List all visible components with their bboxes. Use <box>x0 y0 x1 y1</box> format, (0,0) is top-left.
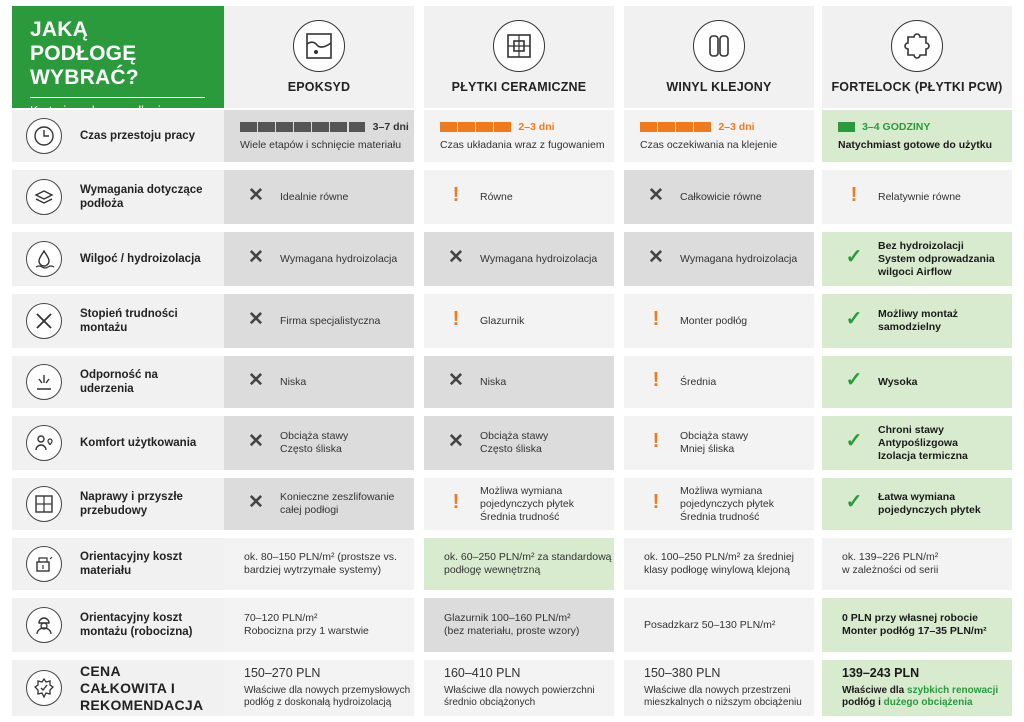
cell-text: 70–120 PLN/m² Robocizna przy 1 warstwie <box>244 612 369 637</box>
total-cell-vinyl <box>624 660 814 716</box>
mark-wrap <box>638 369 674 391</box>
cell-text: 0 PLN przy własnej robocie Monter podłóg 17–35 PLN/m² <box>842 612 987 637</box>
cell-text: Wymagana hydroizolacja <box>280 252 398 265</box>
cell-text: ok. 80–150 PLN/m² (prostsze vs. bardziej wytrzymałe systemy) <box>244 551 397 576</box>
cell-text: Monter podłóg <box>680 314 748 327</box>
total-desc: Właściwe dla nowych powierzchni średnio obciążonych <box>444 684 595 708</box>
total-desc: Właściwe dla nowych przestrzeni mieszkalnych o niższym obciążeniu <box>644 684 802 708</box>
row-label-text: Komfort użytkowania <box>80 437 197 449</box>
mark-wrap <box>836 491 872 513</box>
downtime-bars <box>440 121 555 134</box>
clock-icon <box>26 118 62 154</box>
cross-icon: ✕ <box>248 370 264 391</box>
column-header-vinyl <box>624 6 814 108</box>
cell-text: ok. 100–250 PLN/m² za średniej klasy podłogę winylową klejoną <box>644 551 794 576</box>
check-icon: ✓ <box>845 369 863 391</box>
criteria-cell-vinyl <box>624 294 814 348</box>
check-icon: ✓ <box>845 430 863 452</box>
check-icon: ✓ <box>845 491 863 513</box>
downtime-bars <box>640 121 755 134</box>
cell-text: Relatywnie równe <box>878 190 961 203</box>
column-header-ceramic <box>424 6 614 108</box>
cross-icon: ✕ <box>648 185 664 206</box>
mark-wrap <box>836 308 872 330</box>
cell-text: Idealnie równe <box>280 190 349 203</box>
cell-text: Chroni stawy Antypoślizgowa Izolacja termiczna <box>878 423 968 462</box>
row-label-total <box>12 660 224 716</box>
row-label-text: Orientacyjny koszt montażu (robocizna) <box>80 612 193 638</box>
mark-wrap <box>238 247 274 268</box>
downtime-days: 3–7 dni <box>372 120 409 133</box>
cell-text: ok. 60–250 PLN/m² za standardową podłogę wewnętrzną <box>444 551 612 576</box>
mark-wrap <box>638 430 674 452</box>
downtime-days: 2–3 dni <box>518 120 555 133</box>
mark-wrap <box>438 370 474 391</box>
downtime-bar <box>458 122 475 132</box>
cross-icon: ✕ <box>248 185 264 206</box>
cross-icon: ✕ <box>648 247 664 268</box>
cross-icon: ✕ <box>248 431 264 452</box>
epoxy-resin-icon <box>293 20 345 72</box>
cell-text: Wysoka <box>878 375 918 388</box>
total-cell-epoxy <box>224 660 414 716</box>
row-label-text: Czas przestoju pracy <box>80 130 196 142</box>
total-price: 150–380 PLN <box>644 665 721 680</box>
cross-icon: ✕ <box>448 247 464 268</box>
warning-icon: ! <box>652 491 660 513</box>
mark-wrap <box>638 491 674 513</box>
mark-wrap <box>438 431 474 452</box>
mark-wrap <box>836 369 872 391</box>
downtime-bar <box>240 122 257 132</box>
criteria-cell-fortelock <box>822 356 1012 408</box>
criteria-cell-vinyl <box>624 170 814 224</box>
ceramic-tile-icon <box>493 20 545 72</box>
downtime-days: 2–3 dni <box>718 120 755 133</box>
warning-icon: ! <box>652 369 660 391</box>
criteria-cell-vinyl <box>624 416 814 470</box>
cell-text: Bez hydroizolacji System odprowadzania wilgoci Airflow <box>878 239 995 278</box>
mark-wrap <box>438 184 474 206</box>
criteria-cell-fortelock <box>822 232 1012 286</box>
labor-cost-cell-fortelock <box>822 598 1012 652</box>
title-box <box>12 6 224 108</box>
cross-icon: ✕ <box>448 431 464 452</box>
downtime-desc: Czas oczekiwania na klejenie <box>640 138 778 151</box>
downtime-cell-epoxy <box>224 110 414 162</box>
column-header-epoxy <box>224 6 414 108</box>
column-header-fortelock <box>822 6 1012 108</box>
downtime-days: 3–4 GODZINY <box>862 120 931 133</box>
downtime-bars <box>838 121 930 134</box>
tools-icon <box>26 303 62 339</box>
downtime-bar <box>694 122 711 132</box>
material-cost-cell-fortelock <box>822 538 1012 590</box>
row-label-moisture <box>12 232 224 286</box>
total-cell-ceramic <box>424 660 614 716</box>
mark-wrap <box>238 431 274 452</box>
total-desc-highlight: dużego obciążenia <box>883 697 973 708</box>
cell-text: Obciąża stawy Często śliska <box>280 430 349 455</box>
criteria-cell-ceramic <box>424 170 614 224</box>
cell-text: Glazurnik <box>480 314 525 327</box>
row-label-text: Wymagania dotyczące podłoża <box>80 184 203 210</box>
row-label-text: Naprawy i przyszłe przebudowy <box>80 491 183 517</box>
cell-text: Wymagana hydroizolacja <box>480 252 598 265</box>
warning-icon: ! <box>452 308 460 330</box>
criteria-cell-fortelock <box>822 294 1012 348</box>
criteria-cell-epoxy <box>224 356 414 408</box>
vinyl-roll-icon <box>693 20 745 72</box>
mark-wrap <box>438 308 474 330</box>
criteria-cell-ceramic <box>424 294 614 348</box>
warning-icon: ! <box>652 430 660 452</box>
row-label-impact <box>12 356 224 408</box>
total-desc-highlight: szybkich renowacji <box>907 684 999 696</box>
column-name: EPOKSYD <box>287 80 351 94</box>
check-icon: ✓ <box>845 246 863 268</box>
row-label-material-cost <box>12 538 224 590</box>
column-name: PŁYTKI CERAMICZNE <box>451 80 587 94</box>
downtime-desc: Natychmiast gotowe do użytku <box>838 138 993 151</box>
total-desc <box>842 685 998 710</box>
criteria-cell-vinyl <box>624 478 814 530</box>
worker-icon <box>26 607 62 643</box>
total-desc-part: podłóg i <box>842 697 881 708</box>
mark-wrap <box>238 370 274 391</box>
cell-text: Średnia <box>680 375 717 388</box>
material-cost-cell-epoxy <box>224 538 414 590</box>
criteria-cell-epoxy <box>224 170 414 224</box>
criteria-cell-vinyl <box>624 356 814 408</box>
row-label-difficulty <box>12 294 224 348</box>
mark-wrap <box>238 185 274 206</box>
cell-text: Całkowicie równe <box>680 190 762 203</box>
downtime-cell-vinyl <box>624 110 814 162</box>
downtime-bar <box>494 122 511 132</box>
cell-text: Możliwa wymiana pojedynczych płytek Średnia trudność <box>480 484 574 523</box>
criteria-cell-ceramic <box>424 416 614 470</box>
mark-wrap <box>238 309 274 330</box>
row-label-downtime <box>12 110 224 162</box>
water-drops-icon <box>26 241 62 277</box>
row-label-comfort <box>12 416 224 470</box>
repair-tiles-icon <box>26 486 62 522</box>
mark-wrap <box>438 491 474 513</box>
cross-icon: ✕ <box>448 370 464 391</box>
mark-wrap <box>638 247 674 268</box>
total-cell-fortelock <box>822 660 1012 716</box>
downtime-desc: Czas układania wraz z fugowaniem <box>440 138 605 151</box>
mark-wrap <box>238 492 274 513</box>
labor-cost-cell-epoxy <box>224 598 414 652</box>
column-name: WINYL KLEJONY <box>666 80 772 94</box>
cross-icon: ✕ <box>248 247 264 268</box>
cell-text: Możliwa wymiana pojedynczych płytek Średnia trudność <box>680 484 774 523</box>
downtime-bar <box>312 122 329 132</box>
criteria-cell-fortelock <box>822 416 1012 470</box>
material-cost-cell-vinyl <box>624 538 814 590</box>
total-desc-part: Właściwe dla <box>842 684 908 696</box>
downtime-bar <box>440 122 457 132</box>
page-title: JAKĄ PODŁOGĘ WYBRAĆ? <box>30 18 139 89</box>
criteria-cell-vinyl <box>624 232 814 286</box>
cell-text: Obciąża stawy Często śliska <box>480 430 549 455</box>
warning-icon: ! <box>850 184 858 206</box>
row-label-text: Wilgoć / hydroizolacja <box>80 253 201 265</box>
mark-wrap <box>836 246 872 268</box>
criteria-cell-epoxy <box>224 294 414 348</box>
cell-text: Posadzkarz 50–130 PLN/m² <box>644 618 776 631</box>
check-icon: ✓ <box>845 308 863 330</box>
criteria-cell-epoxy <box>224 478 414 530</box>
column-name: FORTELOCK (PŁYTKI PCW) <box>831 80 1003 94</box>
warning-icon: ! <box>452 491 460 513</box>
puzzle-tile-icon <box>891 20 943 72</box>
downtime-cell-ceramic <box>424 110 614 162</box>
downtime-bar <box>838 122 855 132</box>
material-cost-cell-ceramic <box>424 538 614 590</box>
downtime-bar <box>330 122 347 132</box>
impact-icon <box>26 364 62 400</box>
cell-text: Niska <box>480 375 507 388</box>
downtime-desc: Wiele etapów i schnięcie materiału <box>240 138 402 151</box>
row-label-text: Orientacyjny koszt materiału <box>80 551 183 577</box>
total-price: 150–270 PLN <box>244 665 321 680</box>
downtime-bar <box>258 122 275 132</box>
downtime-bar <box>349 122 366 132</box>
criteria-cell-epoxy <box>224 232 414 286</box>
cell-text: Firma specjalistyczna <box>280 314 381 327</box>
title-divider <box>30 97 205 98</box>
cross-icon: ✕ <box>248 309 264 330</box>
cell-text: Wymagana hydroizolacja <box>680 252 798 265</box>
downtime-cell-fortelock <box>822 110 1012 162</box>
layers-icon <box>26 179 62 215</box>
downtime-bar <box>294 122 311 132</box>
criteria-cell-epoxy <box>224 416 414 470</box>
criteria-cell-ceramic <box>424 232 614 286</box>
mark-wrap <box>638 308 674 330</box>
labor-cost-cell-vinyl <box>624 598 814 652</box>
row-label-text: Stopień trudności montażu <box>80 308 178 334</box>
criteria-cell-fortelock <box>822 170 1012 224</box>
comfort-people-icon <box>26 425 62 461</box>
downtime-bar <box>658 122 675 132</box>
material-cost-icon <box>26 546 62 582</box>
mark-wrap <box>638 185 674 206</box>
cell-text: Możliwy montaż samodzielny <box>878 308 958 333</box>
cell-text: Niska <box>280 375 307 388</box>
criteria-cell-ceramic <box>424 356 614 408</box>
mark-wrap <box>438 247 474 268</box>
cell-text: ok. 139–226 PLN/m² w zależności od serii <box>842 551 939 576</box>
total-price: 160–410 PLN <box>444 665 521 680</box>
warning-icon: ! <box>652 308 660 330</box>
cell-text: Obciąża stawy Mniej śliska <box>680 430 749 455</box>
row-label-repairs <box>12 478 224 530</box>
labor-cost-cell-ceramic <box>424 598 614 652</box>
cross-icon: ✕ <box>248 492 264 513</box>
row-label-substrate <box>12 170 224 224</box>
cell-text: Glazurnik 100–160 PLN/m² (bez materiału, proste wzory) <box>444 612 580 637</box>
cell-text: Konieczne zeszlifowanie całej podłogi <box>280 491 395 516</box>
mark-wrap <box>836 430 872 452</box>
downtime-bars <box>240 121 409 134</box>
cell-text: Łatwa wymiana pojedynczych płytek <box>878 491 981 516</box>
downtime-bar <box>276 122 293 132</box>
criteria-cell-ceramic <box>424 478 614 530</box>
criteria-cell-fortelock <box>822 478 1012 530</box>
total-desc: Właściwe dla nowych przemysłowych podłóg z doskonałą hydroizolacją <box>244 684 411 708</box>
award-badge-icon <box>26 670 62 706</box>
downtime-bar <box>476 122 493 132</box>
row-label-labor-cost <box>12 598 224 652</box>
downtime-bar <box>640 122 657 132</box>
cell-text: Równe <box>480 190 513 203</box>
warning-icon: ! <box>452 184 460 206</box>
row-label-text: CENA CAŁKOWITA I REKOMENDACJA <box>80 662 204 713</box>
downtime-bar <box>676 122 693 132</box>
row-label-text: Odporność na uderzenia <box>80 369 158 395</box>
mark-wrap <box>836 184 872 206</box>
total-price: 139–243 PLN <box>842 665 920 680</box>
